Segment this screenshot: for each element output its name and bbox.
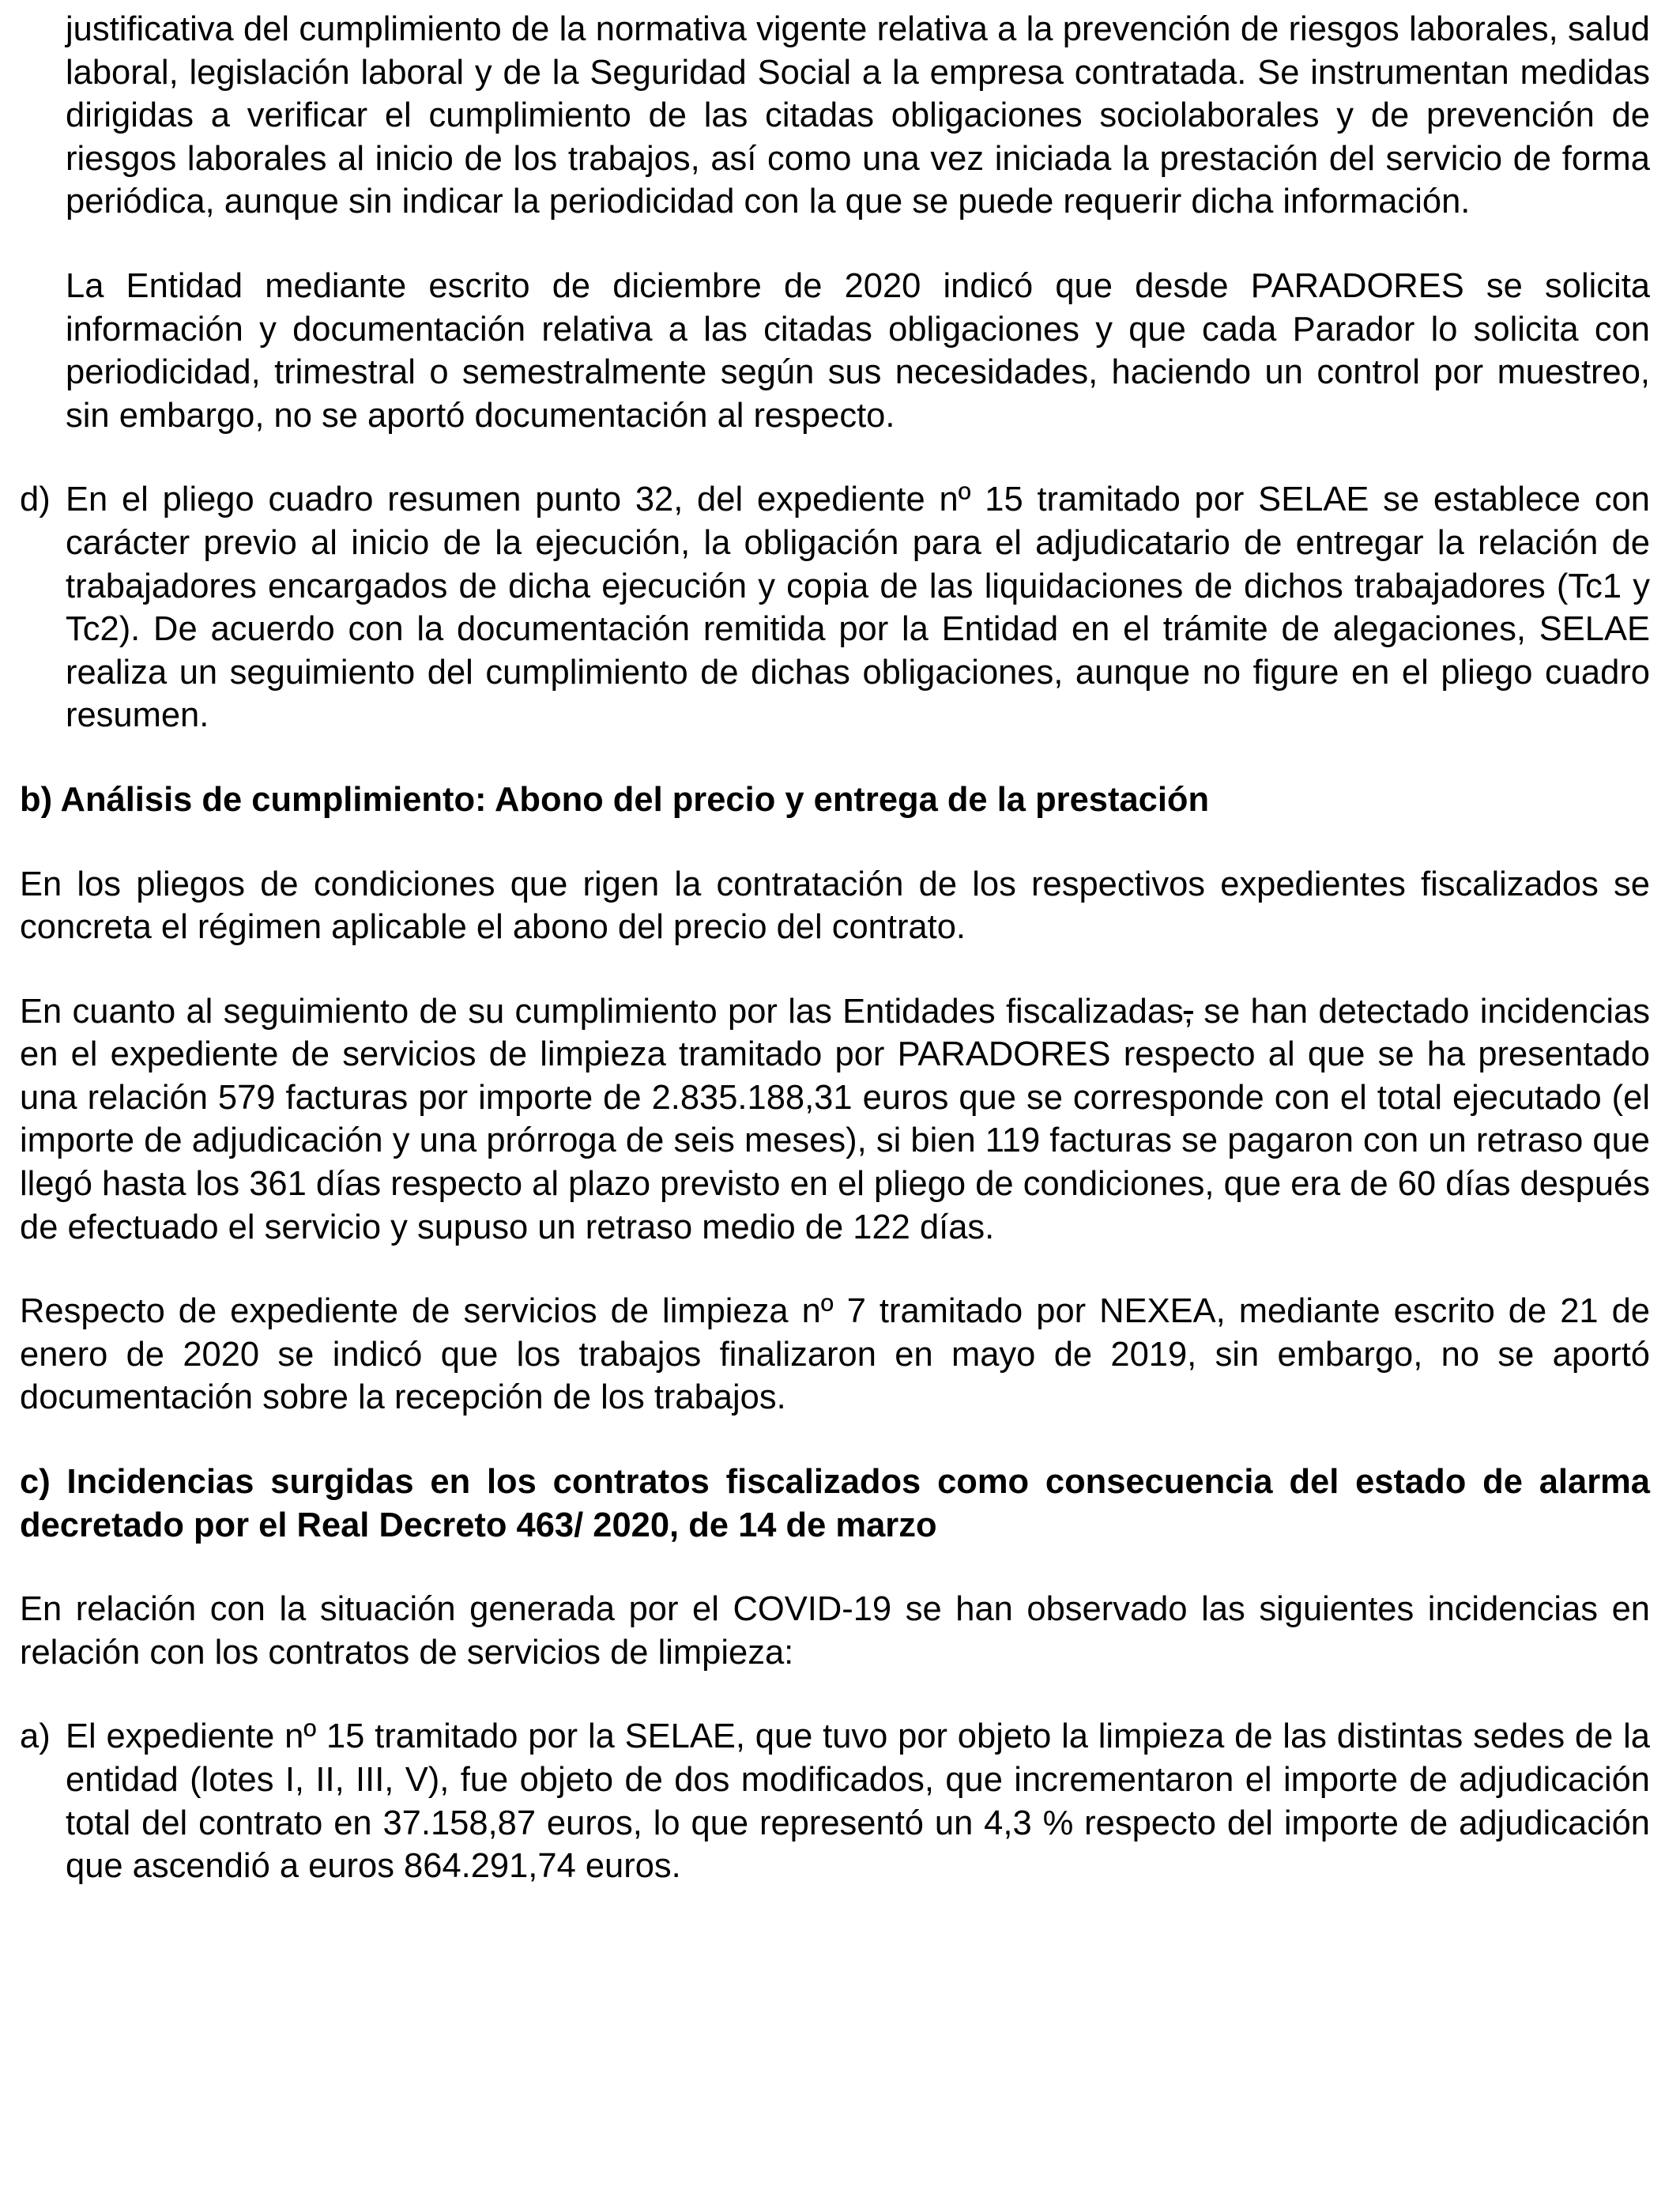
paragraph-continuation: justificativa del cumplimiento de la normativa vigente relativa a la prevención de riesgos laborales, salud laboral, legislación laboral y de la Seguridad Social a la empresa contratada. Se instrumentan medidas dirigidas a verificar el cumplimiento de las citadas obligaciones sociolaborales y de prevención de riesgos laborales al inicio de los trabajos, así como una vez iniciada la prestación del servicio de forma periódica, aunque sin indicar la periodicidad con la que se puede requerir dicha información. [66, 10, 1650, 221]
list-item-text: En el pliego cuadro resumen punto 32, del expediente nº 15 tramitado por SELAE se establece con carácter previo al inicio de la ejecución, la obligación para el adjudicatario de entregar la relación de trabajadores encargados de dicha ejecución y copia de las liquidaciones de dichos trabajadores (Tc1 y Tc2). De acuerdo con la documentación remitida por la Entidad en el trámite de alegaciones, SELAE realiza un seguimiento del cumplimiento de dichas obligaciones, aunque no figure en el pliego cuadro resumen. [66, 481, 1650, 735]
document-page [20, 8, 1650, 1929]
paragraph-pliegos: En los pliegos de condiciones que rigen la contratación de los respectivos expedientes fiscalizados se concreta el régimen aplicable el abono del precio del contrato. [20, 865, 1650, 947]
paragraph-nexea: Respecto de expediente de servicios de limpieza nº 7 tramitado por NEXEA, mediante escrito de 21 de enero de 2020 se indicó que los trabajos finalizaron en mayo de 2019, sin embargo, no se aportó documentación sobre la recepción de los trabajos. [20, 1292, 1650, 1417]
section-heading-c: c) Incidencias surgidas en los contratos fiscalizados como consecuencia del estado de alarma decretado por el Real Decreto 463/ 2020, de 14 de marzo [20, 1463, 1650, 1544]
section-heading-b: b) Análisis de cumplimiento: Abono del precio y entrega de la prestación [20, 780, 1210, 819]
struck-comma: , [1183, 992, 1193, 1031]
list-item-a [20, 1715, 1650, 1887]
list-item-label: a) [20, 1717, 51, 1756]
paragraph-covid: En relación con la situación generada por el COVID-19 se han observado las siguientes incidencias en relación con los contratos de servicios de limpieza: [20, 1590, 1650, 1672]
list-item-label: d) [20, 481, 51, 519]
list-item-d [20, 478, 1650, 737]
paragraph-seguimiento [20, 990, 1650, 1250]
paragraph-entidad: La Entidad mediante escrito de diciembre de 2020 indicó que desde PARADORES se solicita información y documentación relativa a las citadas obligaciones y que cada Parador lo solicita con periodicidad, trimestral o semestralmente según sus necesidades, haciendo un control por muestreo, sin embargo, no se aportó documentación al respecto. [66, 266, 1650, 435]
paragraph-seguimiento-start: En cuanto al seguimiento de su cumplimiento por las Entidades fiscalizadas [20, 992, 1184, 1031]
list-item-text: El expediente nº 15 tramitado por la SELAE, que tuvo por objeto la limpieza de las distintas sedes de la entidad (lotes I, II, III, V), fue objeto de dos modificados, que incrementaron el importe de adjudicación total del contrato en 37.158,87 euros, lo que representó un 4,3 % respecto del importe de adjudicación que ascendió a euros 864.291,74 euros. [66, 1717, 1650, 1886]
paragraph-seguimiento-end: se han detectado incidencias en el expediente de servicios de limpieza tramitado por PARADORES respecto al que se ha presentado una relación 579 facturas por importe de 2.835.188,31 euros que se corresponde con el total ejecutado (el importe de adjudicación y una prórroga de seis meses), si bien 119 facturas se pagaron con un retraso que llegó hasta los 361 días respecto al plazo previsto en el pliego de condiciones, que era de 60 días después de efectuado el servicio y supuso un retraso medio de 122 días. [20, 992, 1650, 1246]
